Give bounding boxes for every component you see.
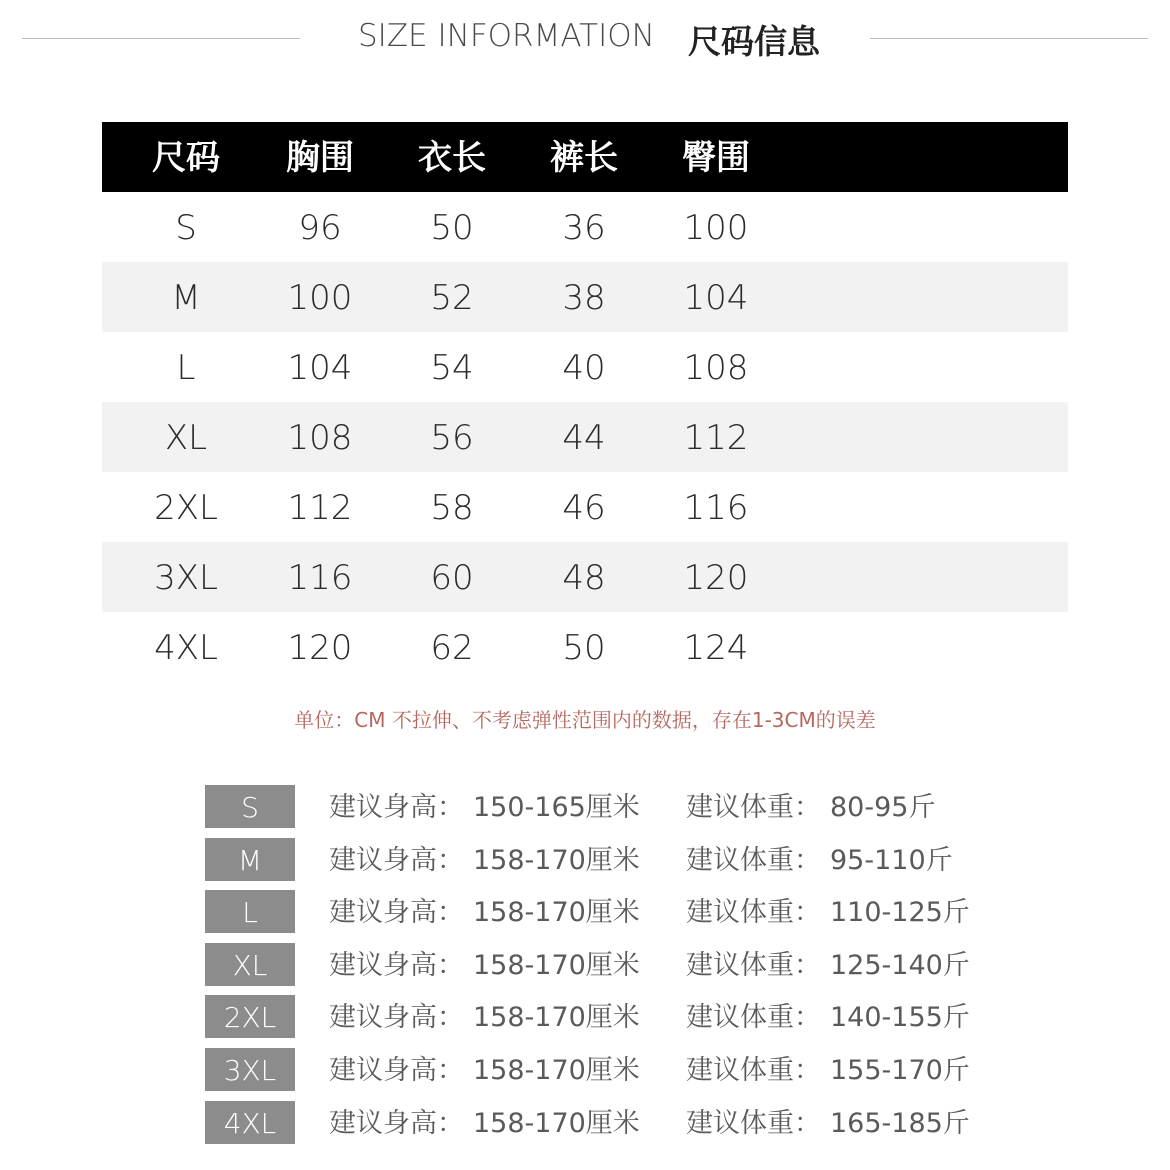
header-divider-right xyxy=(870,38,1148,39)
height-label: 建议身高： xyxy=(329,844,464,876)
recommendation-row xyxy=(205,943,1005,996)
size-recommendation-list xyxy=(205,785,1005,1153)
cell-length: 58 xyxy=(430,488,474,528)
cell-pants-length: 38 xyxy=(562,278,606,318)
recommendation-row xyxy=(205,1101,1005,1154)
cell-size: 3XL xyxy=(154,558,218,598)
cell-chest: 100 xyxy=(287,278,353,318)
cell-chest: 120 xyxy=(287,628,353,668)
cell-hip: 124 xyxy=(683,628,749,668)
cell-hip: 120 xyxy=(683,558,749,598)
height-value: 158-170厘米 xyxy=(473,1107,640,1139)
weight-value: 110-125斤 xyxy=(830,897,970,929)
weight-value: 125-140斤 xyxy=(830,949,970,981)
height-value: 158-170厘米 xyxy=(473,844,640,876)
height-value: 158-170厘米 xyxy=(473,1054,640,1086)
size-badge: XL xyxy=(205,943,295,986)
height-label: 建议身高： xyxy=(329,1002,464,1034)
cell-size: L xyxy=(176,348,196,388)
weight-label: 建议体重： xyxy=(686,1054,821,1086)
table-row xyxy=(102,332,1068,402)
column-header-size: 尺码 xyxy=(152,138,220,178)
cell-hip: 104 xyxy=(683,278,749,318)
measurement-note: 单位：CM 不拉伸、不考虑弹性范围内的数据，存在1-3CM的误差 xyxy=(294,708,876,732)
cell-hip: 112 xyxy=(683,418,749,458)
weight-value: 95-110斤 xyxy=(830,844,953,876)
cell-length: 60 xyxy=(430,558,474,598)
weight-value: 80-95斤 xyxy=(830,792,936,823)
cell-size: S xyxy=(175,208,197,248)
cell-chest: 108 xyxy=(287,418,353,458)
size-table-header xyxy=(102,122,1068,192)
height-value: 150-165厘米 xyxy=(473,792,640,823)
cell-hip: 100 xyxy=(683,208,749,248)
cell-size: XL xyxy=(164,418,208,458)
weight-label: 建议体重： xyxy=(686,897,821,929)
height-value: 158-170厘米 xyxy=(473,949,640,981)
table-row xyxy=(102,612,1068,682)
weight-label: 建议体重： xyxy=(686,1107,821,1139)
cell-length: 50 xyxy=(430,208,474,248)
size-badge: S xyxy=(205,785,295,828)
height-label: 建议身高： xyxy=(329,792,464,823)
height-label: 建议身高： xyxy=(329,1054,464,1086)
height-label: 建议身高： xyxy=(329,949,464,981)
size-badge: 2XL xyxy=(205,995,295,1038)
cell-pants-length: 40 xyxy=(562,348,606,388)
cell-pants-length: 46 xyxy=(562,488,606,528)
recommendation-row xyxy=(205,785,1005,838)
weight-label: 建议体重： xyxy=(686,1002,821,1034)
cell-pants-length: 44 xyxy=(562,418,606,458)
title-english: SIZE INFORMATION xyxy=(358,18,655,54)
size-badge: 3XL xyxy=(205,1048,295,1091)
column-header-chest: 胸围 xyxy=(286,138,354,178)
cell-pants-length: 36 xyxy=(562,208,606,248)
title-chinese: 尺码信息 xyxy=(688,22,820,61)
height-label: 建议身高： xyxy=(329,897,464,929)
cell-hip: 116 xyxy=(683,488,749,528)
recommendation-row xyxy=(205,1048,1005,1101)
page-header xyxy=(0,0,1170,80)
size-badge: M xyxy=(205,838,295,881)
column-header-hip: 臀围 xyxy=(682,138,750,178)
height-label: 建议身高： xyxy=(329,1107,464,1139)
cell-chest: 116 xyxy=(287,558,353,598)
size-table-body xyxy=(102,192,1068,682)
cell-size: 4XL xyxy=(154,628,218,668)
table-row xyxy=(102,262,1068,332)
cell-length: 52 xyxy=(430,278,474,318)
size-table xyxy=(102,122,1068,682)
cell-chest: 96 xyxy=(298,208,342,248)
weight-label: 建议体重： xyxy=(686,844,821,876)
column-header-pants-length: 裤长 xyxy=(550,138,618,178)
header-divider-left xyxy=(22,38,300,39)
recommendation-row xyxy=(205,890,1005,943)
cell-size: 2XL xyxy=(154,488,218,528)
column-header-length: 衣长 xyxy=(418,138,486,178)
table-row xyxy=(102,542,1068,612)
cell-length: 56 xyxy=(430,418,474,458)
weight-label: 建议体重： xyxy=(686,949,821,981)
cell-size: M xyxy=(171,278,201,318)
cell-length: 62 xyxy=(430,628,474,668)
height-value: 158-170厘米 xyxy=(473,1002,640,1034)
weight-value: 140-155斤 xyxy=(830,1002,970,1034)
size-badge: 4XL xyxy=(205,1101,295,1144)
cell-pants-length: 48 xyxy=(562,558,606,598)
weight-value: 155-170斤 xyxy=(830,1054,970,1086)
cell-chest: 112 xyxy=(287,488,353,528)
table-row xyxy=(102,192,1068,262)
height-value: 158-170厘米 xyxy=(473,897,640,929)
cell-hip: 108 xyxy=(683,348,749,388)
cell-length: 54 xyxy=(430,348,474,388)
size-badge: L xyxy=(205,890,295,933)
cell-chest: 104 xyxy=(287,348,353,388)
table-row xyxy=(102,402,1068,472)
recommendation-row xyxy=(205,995,1005,1048)
cell-pants-length: 50 xyxy=(562,628,606,668)
recommendation-row xyxy=(205,838,1005,891)
weight-value: 165-185斤 xyxy=(830,1107,970,1139)
weight-label: 建议体重： xyxy=(686,792,821,823)
table-row xyxy=(102,472,1068,542)
